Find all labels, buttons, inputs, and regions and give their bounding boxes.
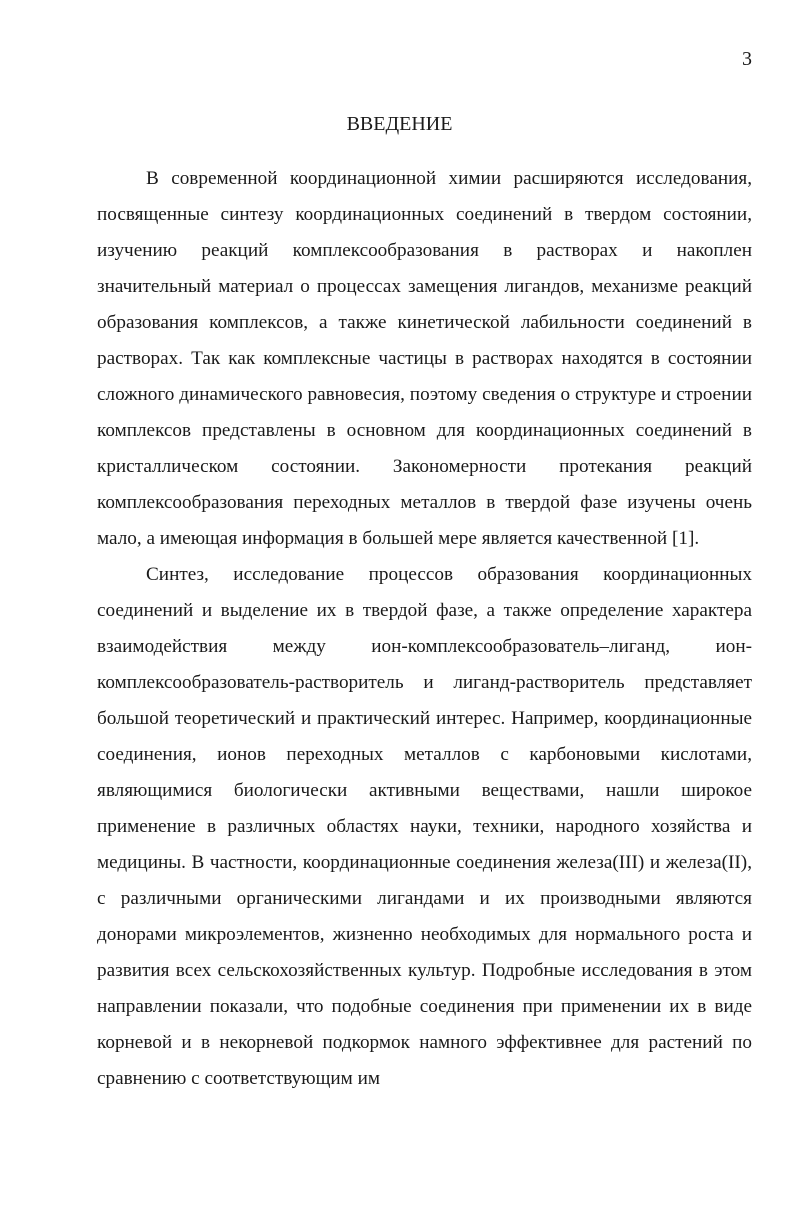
paragraph-1: В современной координационной химии расширяются исследования, посвященные синтезу координационных соединений в твердом состоянии, изучению реакций комплексообразования в растворах и накоплен значительный материал о процессах замещения лигандов, механизме реакций образования комплексов, а также кинетической лабильности соединений в растворах. Так как комплексные частицы в растворах находятся в состоянии сложного динамического равновесия, поэтому сведения о структуре и строении комплексов представлены в основном для координационных соединений в кристаллическом состоянии. Закономерности протекания реакций комплексообразования переходных металлов в твердой фазе изучены очень мало, а имеющая информация в большей мере является качественной [1].: [97, 168, 752, 549]
body-text: [97, 161, 752, 1097]
paragraph-2: Синтез, исследование процессов образования координационных соединений и выделение их в твердой фазе, а также определение характера взаимодействия между ион-комплексообразователь–лиганд, ион-комплексообразователь-растворитель и лиганд-растворитель представляет большой теоретический и практический интерес. Например, координационные соединения, ионов переходных металлов с карбоновыми кислотами, являющимися биологически активными веществами, нашли широкое применение в различных областях науки, техники, народного хозяйства и медицины. В частности, координационные соединения железа(III) и железа(II), с различными органическими лигандами и их производными являются донорами микроэлементов, жизненно необходимых для нормального роста и развития всех сельскохозяйственных культур. Подробные исследования в этом направлении показали, что подобные соединения при применении их в виде корневой и в некорневой подкормок намного эффективнее для растений по сравнению с соответствующим им: [97, 564, 752, 1089]
page-number: 3: [742, 48, 752, 70]
section-title: ВВЕДЕНИЕ: [346, 113, 453, 135]
